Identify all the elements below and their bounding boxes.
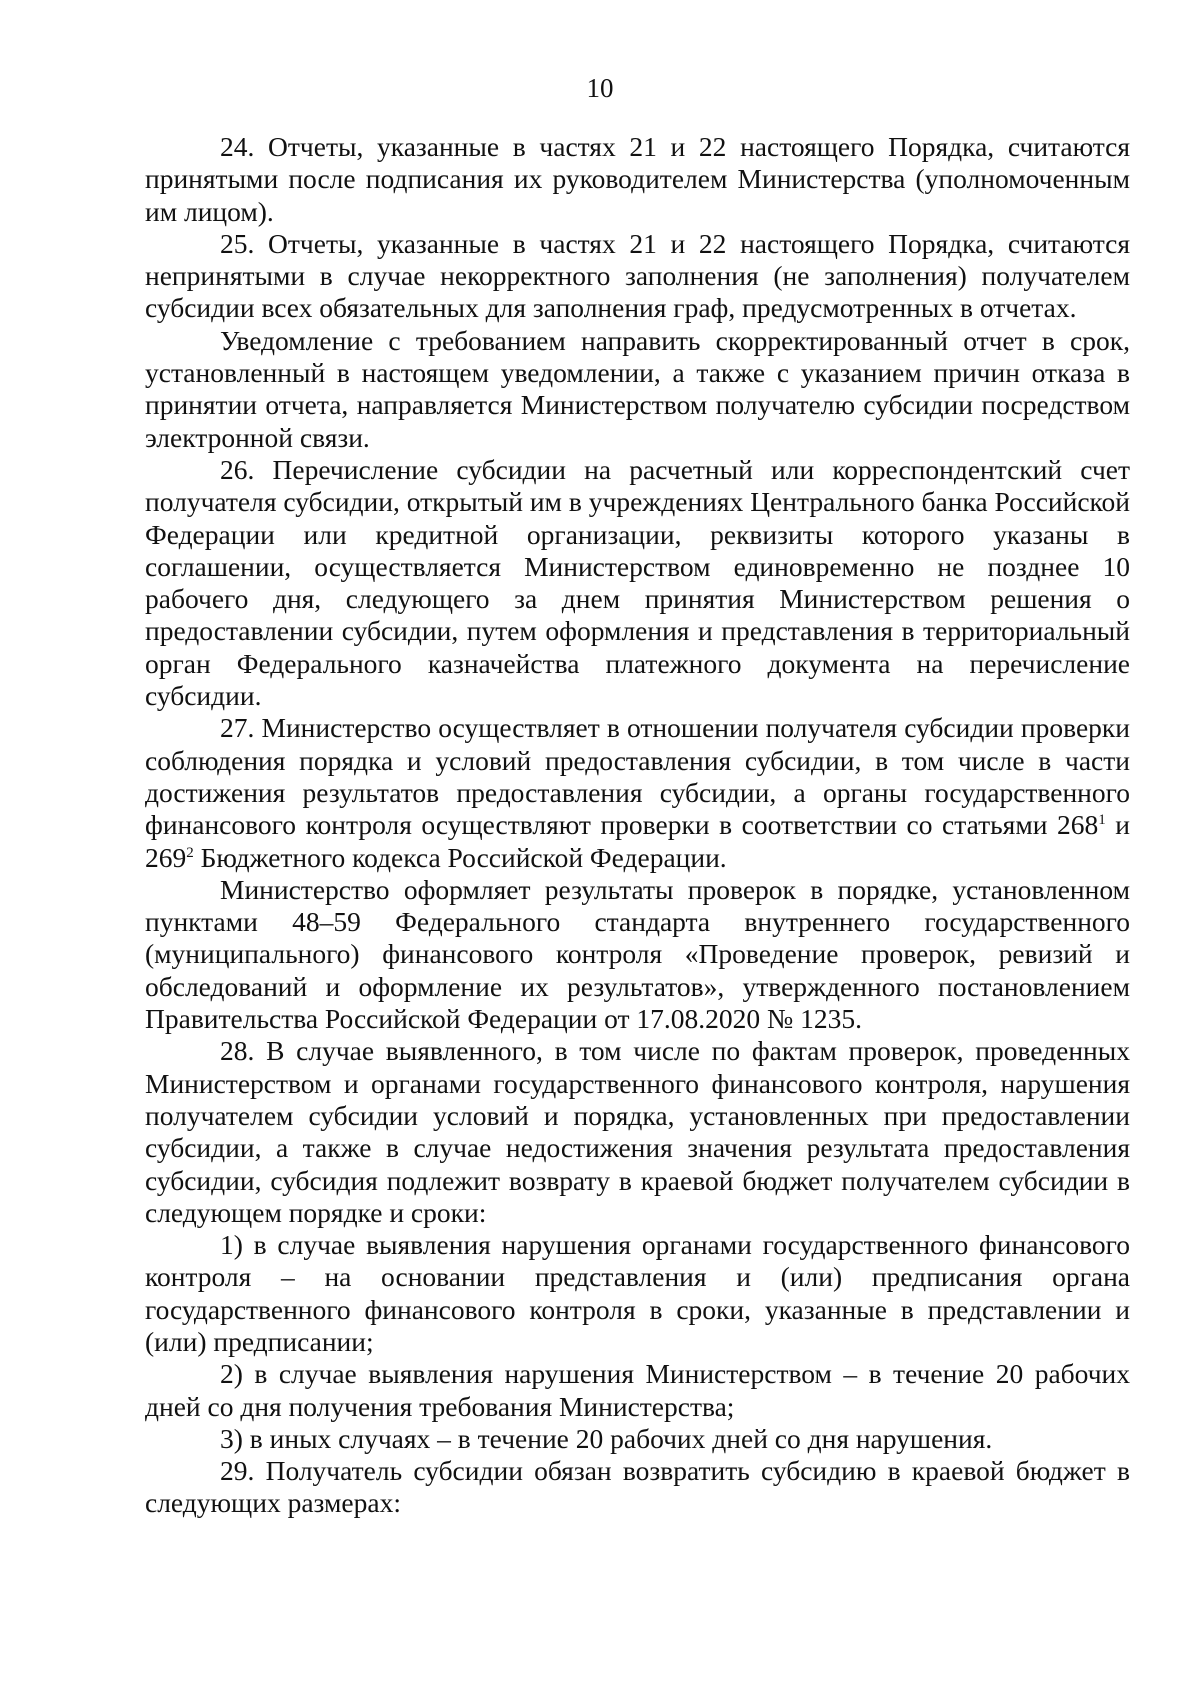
paragraph-25-notice: Уведомление с требованием направить скорректированный отчет в срок, установленный в настоящем уведомлении, а также с указанием причин отказа в принятии отчета, направляется Министерством получателю субсидии посредством электронной связи.: [145, 324, 1130, 453]
paragraph-27-mid: и 269: [145, 809, 1130, 873]
paragraph-25: 25. Отчеты, указанные в частях 21 и 22 настоящего Порядка, считаются непринятыми в случае некорректного заполнения (не заполнения) получателем субсидии всех обязательных для заполнения граф, предусмотренных в отчетах.: [145, 227, 1130, 324]
footnote-marker-2: 2: [186, 844, 194, 861]
paragraph-27: [145, 712, 1130, 873]
paragraph-26: 26. Перечисление субсидии на расчетный или корреспондентский счет получателя субсидии, открытый им в учреждениях Центрального банка Российской Федерации или кредитной организации, реквизиты которого указаны в соглашении, осуществляется Министерством единовременно не позднее 10 рабочего дня, следующего за днем принятия Министерством решения о предоставлении субсидии, путем оформления и представления в территориальный орган Федерального казначейства платежного документа на перечисление субсидии.: [145, 453, 1130, 712]
paragraph-28: 28. В случае выявленного, в том числе по фактам проверок, проведенных Министерством и органами государственного финансового контроля, нарушения получателем субсидии условий и порядка, установленных при предоставлении субсидии, а также в случае недостижения значения результата предоставления субсидии, субсидия подлежит возврату в краевой бюджет получателем субсидии в следующем порядке и сроки:: [145, 1035, 1130, 1228]
paragraph-27-tail: Бюджетного кодекса Российской Федерации.: [193, 841, 727, 873]
paragraph-24: 24. Отчеты, указанные в частях 21 и 22 настоящего Порядка, считаются принятыми после подписания их руководителем Министерства (уполномоченным им лицом).: [145, 131, 1130, 227]
footnote-marker-1: 1: [1098, 812, 1106, 829]
paragraph-28-item-2: 2) в случае выявления нарушения Министерством – в течение 20 рабочих дней со дня получения требования Министерства;: [145, 1358, 1130, 1422]
paragraph-28-item-3: 3) в иных случаях – в течение 20 рабочих дней со дня нарушения.: [220, 1422, 993, 1454]
page-number: 10: [586, 73, 614, 103]
paragraph-28-item-1: 1) в случае выявления нарушения органами государственного финансового контроля – на основании представления и (или) предписания органа государственного финансового контроля в сроки, указанные в представлении и (или) предписании;: [145, 1229, 1130, 1357]
paragraph-29: 29. Получатель субсидии обязан возвратить субсидию в краевой бюджет в следующих размерах:: [145, 1455, 1130, 1519]
document-body: [145, 131, 1130, 1520]
paragraph-27-results: Министерство оформляет результаты проверок в порядке, установленном пунктами 48–59 Федерального стандарта внутреннего государственного (муниципального) финансового контроля «Проведение проверок, ревизий и обследований и оформление их результатов», утвержденного постановлением Правительства Российской Федерации от 17.08.2020 № 1235.: [145, 873, 1130, 1035]
paragraph-27-text: 27. Министерство осуществляет в отношении получателя субсидии проверки соблюдения порядка и условий предоставления субсидии, в том числе в части достижения результатов предоставления субсидии, а органы государственного финансового контроля осуществляют проверки в соответствии со статьями 268: [145, 712, 1130, 841]
